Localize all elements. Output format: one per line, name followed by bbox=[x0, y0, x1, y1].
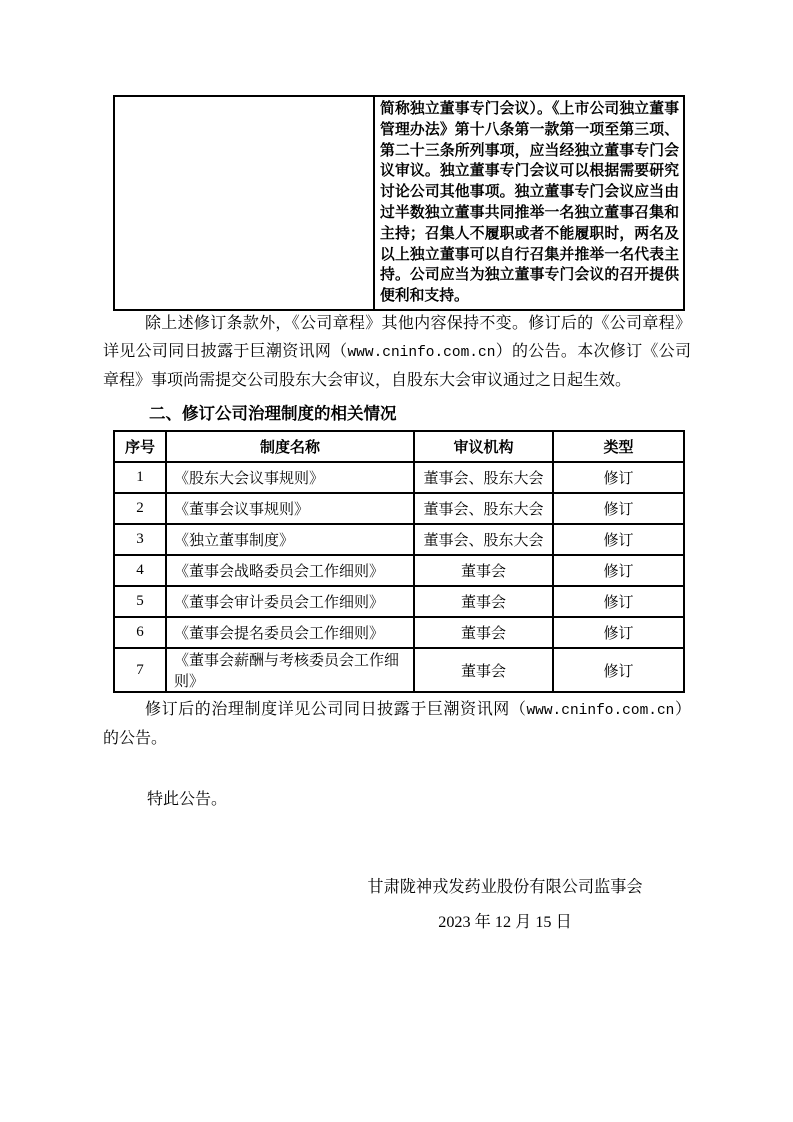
cell-type: 修订 bbox=[553, 617, 684, 648]
table-row bbox=[114, 617, 684, 648]
column-header-index: 序号 bbox=[114, 431, 166, 462]
cell-rule-name: 《董事会提名委员会工作细则》 bbox=[166, 617, 414, 648]
charter-paragraph-text: 除上述修订条款外，《公司章程》其他内容保持不变。修订后的《公司章程》详见公司同日披露于巨潮资讯网（ bbox=[103, 315, 691, 361]
charter-paragraph-text-cont: ）的公告。本次修订《公司章程》事项尚需提交公司股东大会审议，自股东大会审议通过之日起生效。 bbox=[103, 343, 691, 390]
cell-organ: 董事会、股东大会 bbox=[414, 493, 553, 524]
column-header-name: 制度名称 bbox=[166, 431, 414, 462]
charter-table-empty-cell bbox=[114, 96, 374, 310]
cell-index: 5 bbox=[114, 586, 166, 617]
signature-company: 甘肃陇神戎发药业股份有限公司监事会 bbox=[367, 878, 643, 896]
cell-type: 修订 bbox=[553, 493, 684, 524]
cell-rule-name: 《股东大会议事规则》 bbox=[166, 462, 414, 493]
cell-type: 修订 bbox=[553, 648, 684, 692]
cell-organ: 董事会 bbox=[414, 617, 553, 648]
governance-table-header-row bbox=[114, 431, 684, 462]
cell-index: 2 bbox=[114, 493, 166, 524]
charter-amendment-table bbox=[113, 95, 685, 311]
section-heading: 二、修订公司治理制度的相关情况 bbox=[149, 404, 397, 423]
cell-organ: 董事会 bbox=[414, 586, 553, 617]
cell-index: 3 bbox=[114, 524, 166, 555]
table-row bbox=[114, 586, 684, 617]
table-row bbox=[114, 96, 684, 310]
cell-index: 4 bbox=[114, 555, 166, 586]
table-row bbox=[114, 493, 684, 524]
governance-paragraph bbox=[103, 696, 691, 753]
cell-index: 1 bbox=[114, 462, 166, 493]
cell-index: 7 bbox=[114, 648, 166, 692]
table-row bbox=[114, 524, 684, 555]
cell-organ: 董事会、股东大会 bbox=[414, 524, 553, 555]
table-row bbox=[114, 648, 684, 692]
cell-rule-name: 《董事会审计委员会工作细则》 bbox=[166, 586, 414, 617]
table-row bbox=[114, 462, 684, 493]
cell-type: 修订 bbox=[553, 462, 684, 493]
cell-rule-name: 《董事会薪酬与考核委员会工作细则》 bbox=[166, 648, 414, 692]
closing-statement: 特此公告。 bbox=[147, 791, 228, 808]
cninfo-url: www.cninfo.com.cn bbox=[526, 703, 675, 719]
charter-paragraph bbox=[103, 310, 691, 396]
cell-rule-name: 《独立董事制度》 bbox=[166, 524, 414, 555]
column-header-type: 类型 bbox=[553, 431, 684, 462]
governance-paragraph-text-cont: ）的公告。 bbox=[103, 701, 691, 748]
charter-table-amended-text-cell: 简称独立董事专门会议）。《上市公司独立董事管理办法》第十八条第一款第一项至第三项、第二十三条所列事项，应当经独立董事专门会议审议。独立董事专门会议可以根据需要研究讨论公司其他事项。独立董事专门会议应当由过半数独立董事共同推举一名独立董事召集和主持；召集人不履职或者不能履职时，两名及以上独立董事可以自行召集并推举一名代表主持。公司应当为独立董事专门会议的召开提供便利和支持。 bbox=[374, 96, 684, 310]
cell-organ: 董事会 bbox=[414, 555, 553, 586]
cell-type: 修订 bbox=[553, 524, 684, 555]
governance-paragraph-text: 修订后的治理制度详见公司同日披露于巨潮资讯网（ bbox=[145, 701, 527, 718]
cell-index: 6 bbox=[114, 617, 166, 648]
cell-organ: 董事会 bbox=[414, 648, 553, 692]
cell-organ: 董事会、股东大会 bbox=[414, 462, 553, 493]
governance-table bbox=[113, 430, 685, 693]
table-row bbox=[114, 555, 684, 586]
signature-date: 2023 年 12 月 15 日 bbox=[438, 913, 572, 931]
cell-rule-name: 《董事会议事规则》 bbox=[166, 493, 414, 524]
cell-type: 修订 bbox=[553, 555, 684, 586]
column-header-organ: 审议机构 bbox=[414, 431, 553, 462]
signature-block bbox=[218, 873, 792, 936]
cninfo-url: www.cninfo.com.cn bbox=[347, 345, 496, 362]
cell-rule-name: 《董事会战略委员会工作细则》 bbox=[166, 555, 414, 586]
cell-type: 修订 bbox=[553, 586, 684, 617]
